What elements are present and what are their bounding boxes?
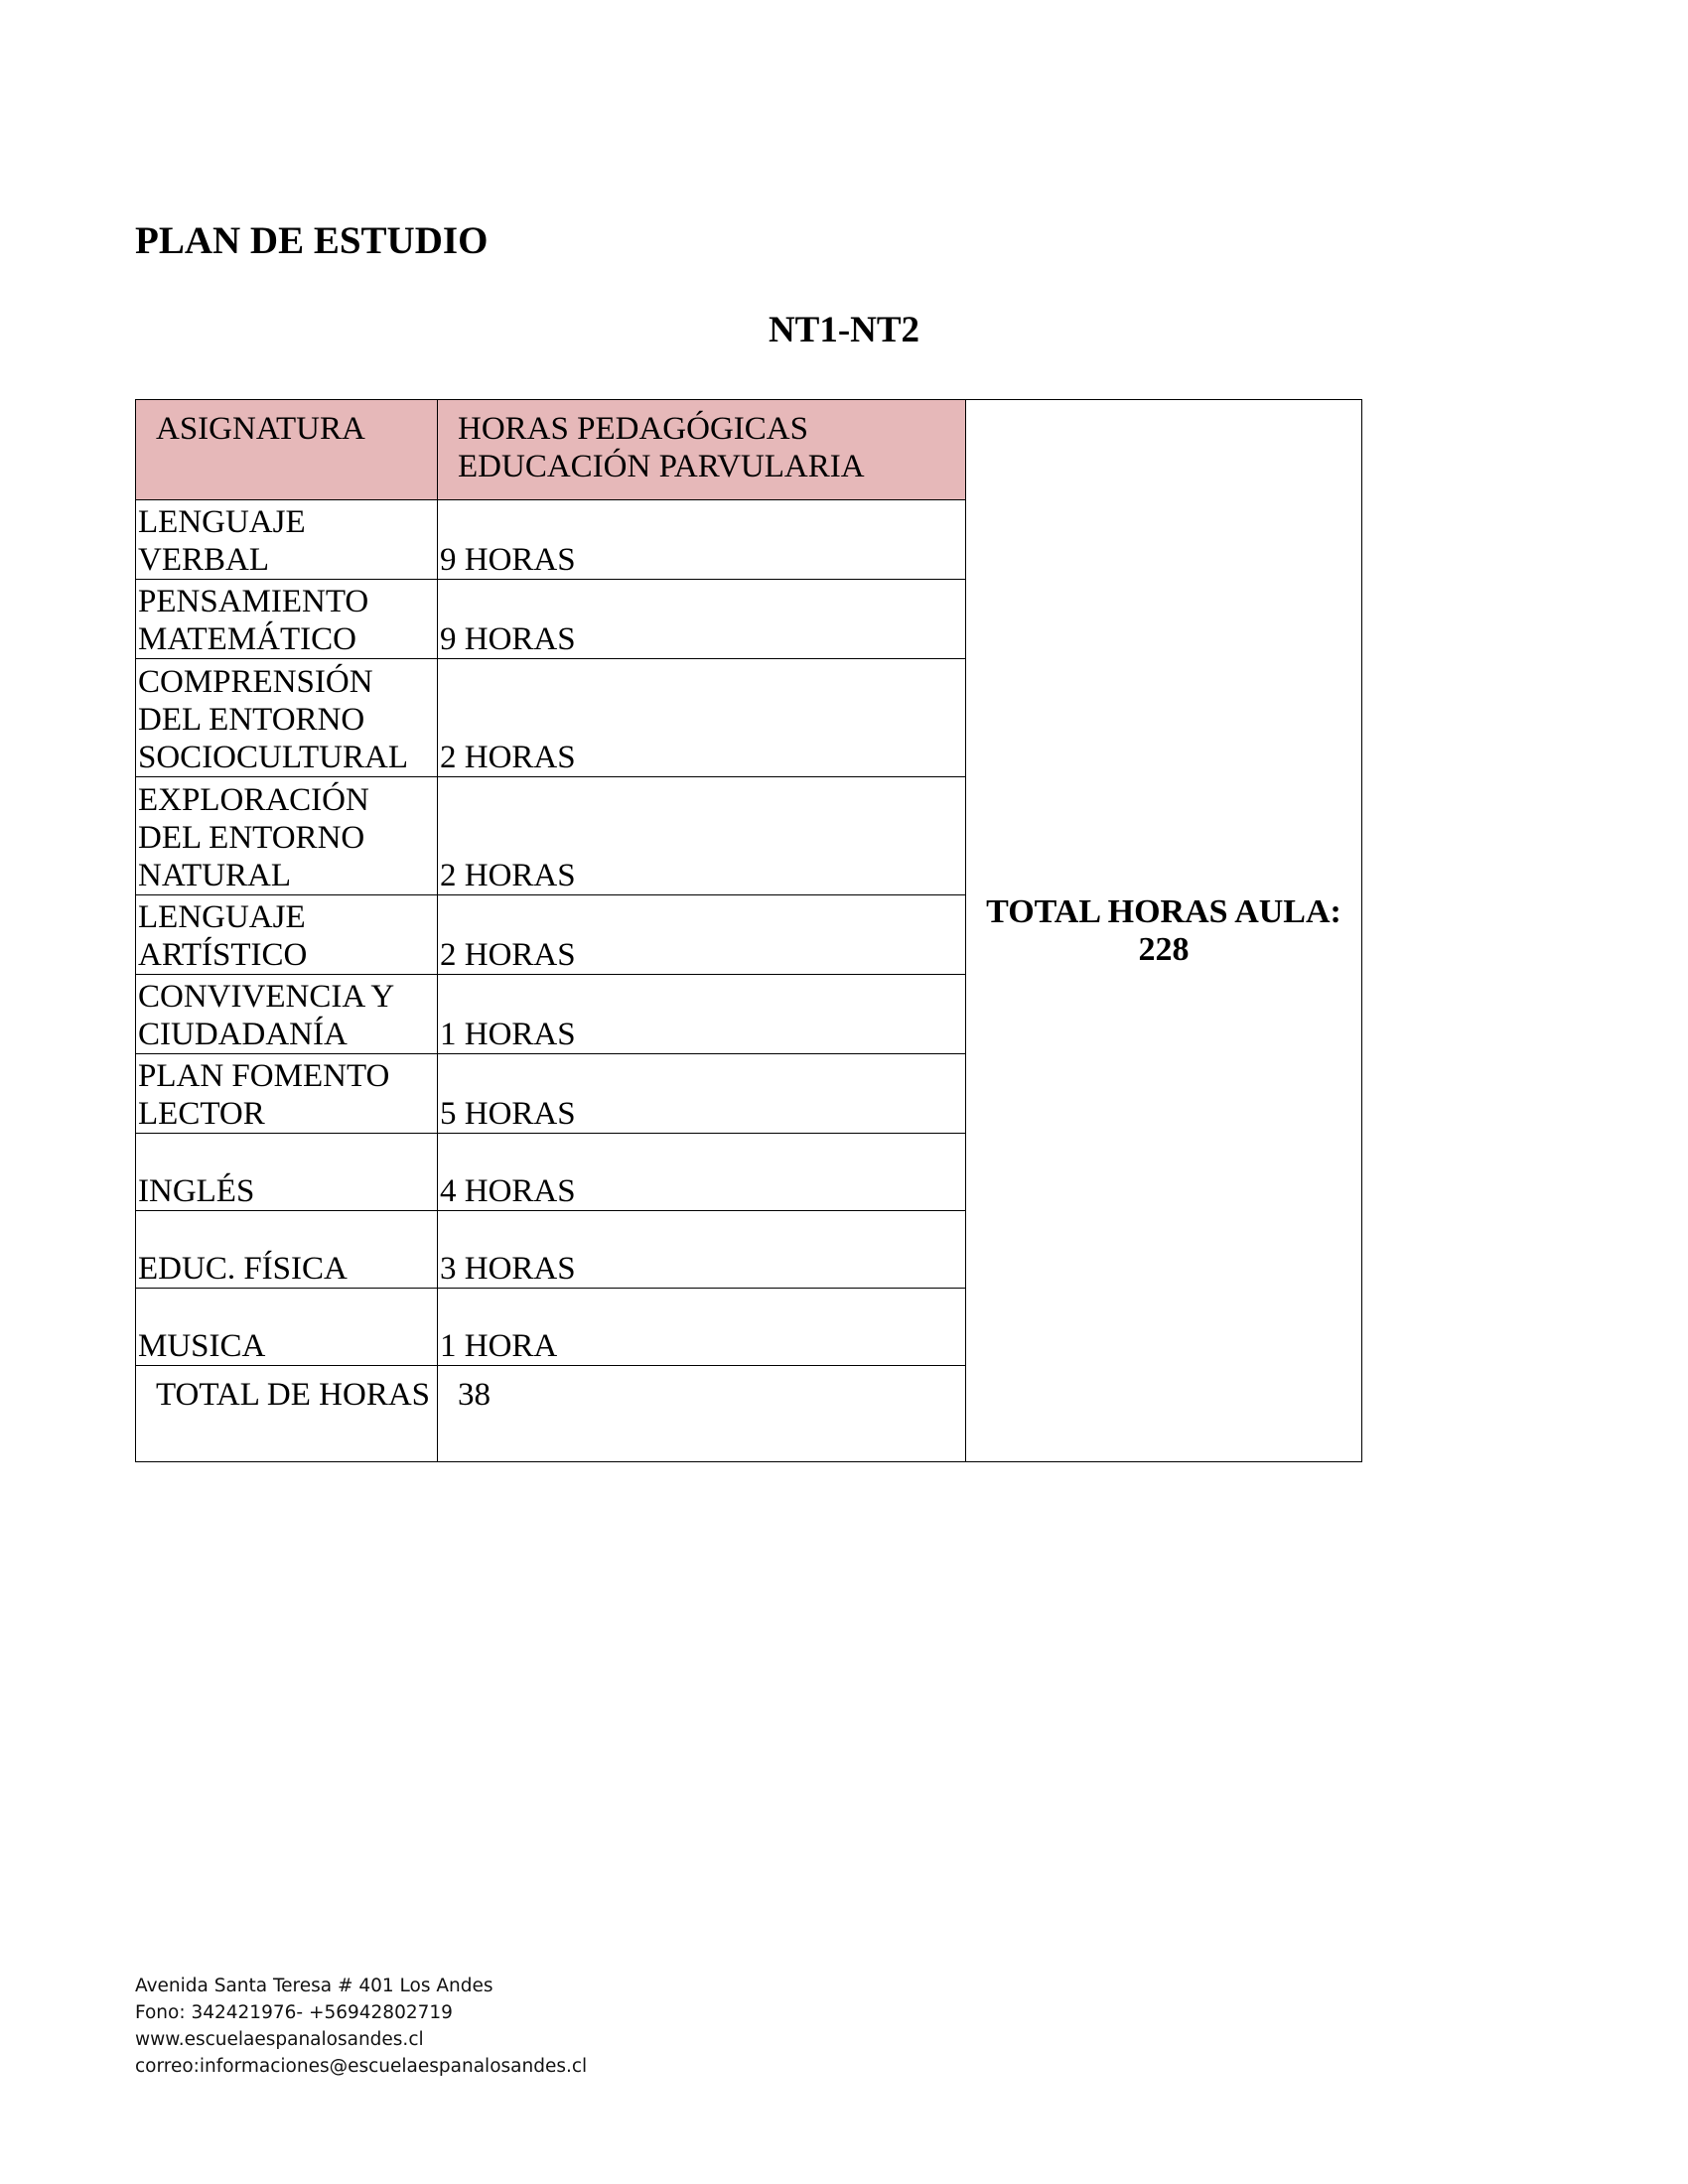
subject-cell: PENSAMIENTO MATEMÁTICO: [136, 580, 438, 659]
footer-email: correo:informaciones@escuelaespanalosandes.cl: [135, 2056, 588, 2077]
subject-cell: COMPRENSIÓN DEL ENTORNO SOCIOCULTURAL: [136, 659, 438, 777]
total-classroom-hours: TOTAL HORAS AULA: 228: [966, 400, 1362, 1462]
hours-cell: 2 HORAS: [438, 895, 966, 975]
subject-cell: EDUC. FÍSICA: [136, 1211, 438, 1289]
hours-cell: 9 HORAS: [438, 500, 966, 580]
total-hours-label: TOTAL DE HORAS: [136, 1366, 438, 1462]
total-hours-value: 38: [438, 1366, 966, 1462]
subject-cell: CONVIVENCIA Y CIUDADANÍA: [136, 975, 438, 1054]
footer-website: www.escuelaespanalosandes.cl: [135, 2029, 424, 2050]
page-title: PLAN DE ESTUDIO: [135, 219, 489, 262]
hours-cell: 1 HORAS: [438, 975, 966, 1054]
subject-cell: LENGUAJE ARTÍSTICO: [136, 895, 438, 975]
footer-phone: Fono: 342421976- +56942802719: [135, 2002, 453, 2023]
hours-cell: 2 HORAS: [438, 777, 966, 895]
header-subject: ASIGNATURA: [136, 400, 438, 500]
hours-cell: 2 HORAS: [438, 659, 966, 777]
header-hours: HORAS PEDAGÓGICAS EDUCACIÓN PARVULARIA: [438, 400, 966, 500]
subject-cell: MUSICA: [136, 1289, 438, 1366]
hours-cell: 1 HORA: [438, 1289, 966, 1366]
subject-cell: EXPLORACIÓN DEL ENTORNO NATURAL: [136, 777, 438, 895]
hours-cell: 5 HORAS: [438, 1054, 966, 1134]
footer-contact: [135, 1973, 587, 2080]
hours-cell: 3 HORAS: [438, 1211, 966, 1289]
subject-cell: INGLÉS: [136, 1134, 438, 1211]
hours-cell: 4 HORAS: [438, 1134, 966, 1211]
study-plan-table: [135, 399, 1362, 1462]
table-header-row: [136, 400, 1362, 500]
subject-cell: PLAN FOMENTO LECTOR: [136, 1054, 438, 1134]
hours-cell: 9 HORAS: [438, 580, 966, 659]
footer-address: Avenida Santa Teresa # 401 Los Andes: [135, 1976, 493, 1996]
level-title: NT1-NT2: [768, 310, 920, 350]
subject-cell: LENGUAJE VERBAL: [136, 500, 438, 580]
